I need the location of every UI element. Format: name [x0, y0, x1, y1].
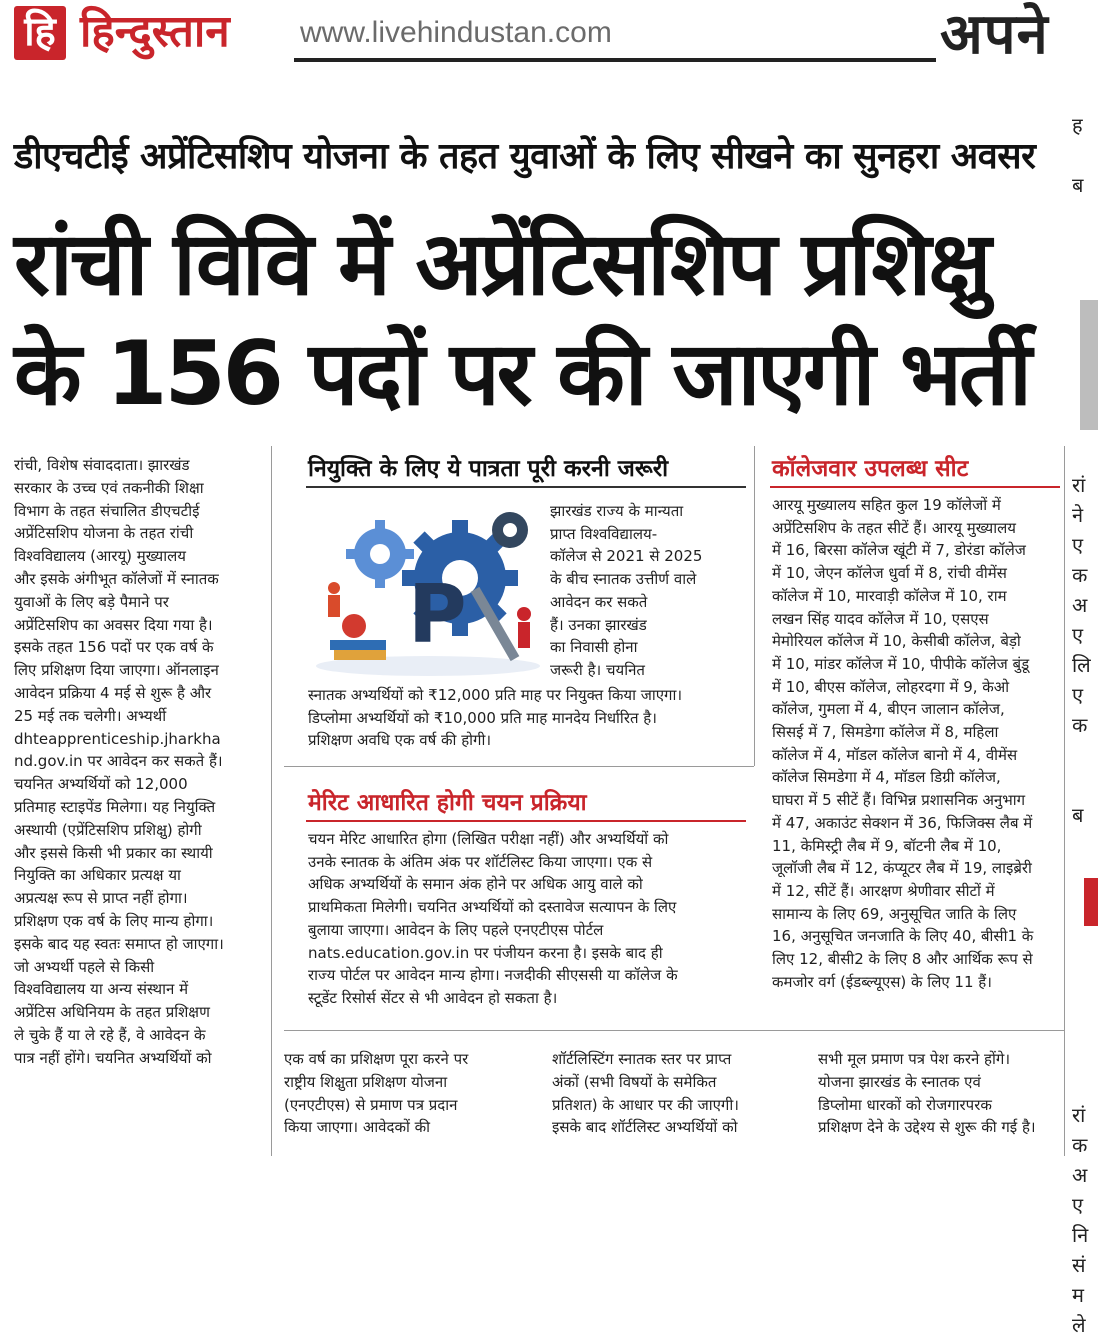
header-divider [294, 58, 936, 62]
text-line: का निवासी होना [550, 638, 638, 657]
adjacent-text-fragment [1072, 950, 1098, 980]
text-line: रांची, विशेष संवाददाता। झारखंड [14, 456, 190, 474]
text-line: 16, अनुसूचित जनजाति के लिए 40, बीसी1 के [772, 927, 1034, 946]
section-title: अपने [940, 2, 1049, 67]
column-divider [1064, 446, 1065, 1156]
adjacent-text-fragment: म [1072, 1283, 1084, 1307]
text-line: dhteapprenticeship.jharkha [14, 729, 221, 748]
adjacent-text-fragment [1072, 200, 1098, 230]
adjacent-text-fragment: ने [1072, 503, 1084, 527]
adjacent-text-fragment [1072, 380, 1098, 410]
continuation-column-c [818, 1048, 1064, 1139]
text-line: ले चुके हैं या ले रहे हैं, वे आवेदन के [14, 1025, 206, 1044]
adjacent-text-fragment [1072, 980, 1098, 1010]
adjacent-text-fragment [1072, 350, 1098, 380]
adjacent-text-fragment: रां [1072, 1103, 1086, 1127]
adjacent-text-fragment: ह [1072, 113, 1083, 137]
heading-underline [306, 820, 746, 822]
text-line: मेमोरियल कॉलेज में 10, केसीबी कॉलेज, बेड़ो [772, 632, 1021, 651]
text-line: स्टूडेंट रिसोर्स सेंटर से भी आवेदन हो सकता है। [308, 988, 558, 1007]
text-line: योजना झारखंड के स्नातक एवं [818, 1072, 981, 1091]
text-line: प्रतिमाह स्टाइपेंड मिलेगा। यह नियुक्ति [14, 797, 216, 816]
newspaper-brand: हिन्दुस्तान [80, 6, 230, 57]
text-line: अप्रेंटिसशिप योजना के तहत रांची [14, 524, 194, 543]
text-line: अप्रेंटिस अधिनियम के तहत प्रशिक्षण [14, 1003, 210, 1022]
text-line: कॉलेज में 4, मॉडल कॉलेज बानो में 4, वीमेंस [772, 745, 1018, 764]
adjacent-text-fragment [1072, 1010, 1098, 1040]
text-line: शॉर्टलिस्टिंग स्नातक स्तर पर प्राप्त [552, 1050, 732, 1068]
adjacent-text-fragment: ले [1072, 1313, 1086, 1337]
text-line: इसके तहत 156 पदों पर एक वर्ष के [14, 638, 214, 657]
text-line: विश्वविद्यालय या अन्य संस्थान में [14, 980, 189, 999]
text-line: चयनित अभ्यर्थियों को 12,000 [14, 775, 188, 794]
main-headline-line-1: रांची विवि में अप्रेंटिसशिप प्रशिक्षु [14, 212, 989, 315]
adjacent-text-fragment [1072, 1070, 1098, 1100]
text-line: डिप्लोमा अभ्यर्थियों को ₹10,000 प्रति माह मानदेय निर्धारित है। [308, 708, 657, 727]
text-line: जो अभ्यर्थी पहले से किसी [14, 957, 155, 976]
adjacent-text-fragment [1072, 230, 1098, 260]
text-line: घाघरा में 5 सीटें हैं। विभिन्न प्रशासनिक अनुभाग [772, 791, 1026, 810]
adjacent-text-fragment: ए [1072, 533, 1084, 557]
column-divider [754, 446, 755, 766]
text-line: में 10, मांडर कॉलेज में 10, पीपीके कॉलेज बुंडू [772, 654, 1030, 673]
section-divider [284, 1030, 1064, 1031]
adjacent-text-fragment: अ [1072, 1163, 1088, 1187]
text-line: स्नातक अभ्यर्थियों को ₹12,000 प्रति माह पर नियुक्त किया जाएगा। [308, 686, 683, 704]
adjacent-text-fragment: ब [1072, 803, 1084, 827]
adjacent-text-fragment: नि [1072, 1223, 1089, 1247]
text-line: इसके बाद शॉर्टलिस्ट अभ्यर्थियों को [552, 1118, 738, 1137]
text-line: में 47, अकाउंट सेक्शन में 36, फिजिक्स लैब में [772, 813, 1033, 832]
colleges-heading: कॉलेजवार उपलब्ध सीट [772, 456, 969, 482]
text-line: आरयू मुख्यालय सहित कुल 19 कॉलेजों में [772, 496, 1001, 514]
text-line: लिए प्रशिक्षण दिया जाएगा। ऑनलाइन [14, 661, 219, 680]
adjacent-text-fragment [1072, 890, 1098, 920]
text-line: के बीच स्नातक उत्तीर्ण वाले [550, 570, 697, 589]
adjacent-text-fragment: ए [1072, 623, 1084, 647]
text-line: लिए 12, बीसी2 के लिए 8 और आर्थिक रूप से [772, 950, 1033, 969]
adjacent-text-fragment [1072, 740, 1098, 770]
site-url: www.livehindustan.com [300, 16, 612, 49]
text-line: डिप्लोमा धारकों को रोजगारपरक [818, 1095, 992, 1114]
text-line: बुलाया जाएगा। आवेदन के लिए पहले एनएटीएस पोर्टल [308, 920, 604, 939]
adjacent-text-fragment: सं [1072, 1253, 1086, 1277]
text-line: और इससे किसी भी प्रकार का स्थायी [14, 843, 213, 862]
text-line: लखन सिंह यादव कॉलेज में 10, एसएस [772, 609, 989, 628]
text-line: हैं। उनका झारखंड [550, 615, 647, 634]
adjacent-article-edge [1072, 110, 1098, 1337]
text-line: अस्थायी (एप्रेंटिसशिप प्रशिक्षु) होगी [14, 820, 202, 839]
text-line: सामान्य के लिए 69, अनुसूचित जाति के लिए [772, 904, 1017, 923]
text-line: और इसके अंगीभूत कॉलेजों में स्नातक [14, 569, 219, 588]
eligibility-side-text [550, 500, 746, 682]
eligibility-heading: नियुक्ति के लिए ये पात्रता पूरी करनी जरूरी [308, 456, 669, 482]
text-line: कॉलेज सिमडेगा में 4, मॉडल डिग्री कॉलेज, [772, 768, 1001, 787]
text-line: एक वर्ष का प्रशिक्षण पूरा करने पर [284, 1050, 469, 1068]
text-line: (एनएटीएस) से प्रमाण पत्र प्रदान [284, 1095, 458, 1114]
text-line: 25 मई तक चलेगी। अभ्यर्थी [14, 706, 167, 725]
text-line: चयन मेरिट आधारित होगा (लिखित परीक्षा नहीं) और अभ्यर्थियों को [308, 830, 669, 848]
text-line: आवेदन प्रक्रिया 4 मई से शुरू है और [14, 683, 212, 702]
adjacent-text-fragment [1072, 860, 1098, 890]
column-divider [271, 446, 272, 1156]
adjacent-text-fragment: ब [1072, 173, 1084, 197]
colleges-body-text [772, 494, 1062, 993]
text-line: प्रशिक्षण देने के उद्देश्य से शुरू की गई है। [818, 1118, 1036, 1137]
text-line: प्राथमिकता मिलेगी। चयनित अभ्यर्थियों को दस्तावेज सत्यापन के लिए [308, 898, 677, 917]
text-line: सभी मूल प्रमाण पत्र पेश करने होंगे। [818, 1050, 1011, 1068]
text-line: विभाग के तहत संचालित डीएचटीई [14, 501, 200, 520]
text-line: झारखंड राज्य के मान्यता [550, 502, 684, 520]
adjacent-text-fragment [1072, 410, 1098, 440]
text-line: इसके बाद यह स्वतः समाप्त हो जाएगा। [14, 934, 224, 953]
text-line: nd.gov.in पर आवेदन कर सकते हैं। [14, 752, 223, 771]
text-line: प्राप्त विश्वविद्यालय- [550, 524, 658, 543]
merit-body-text [308, 828, 748, 1010]
text-line: कॉलेज में 10, मारवाड़ी कॉलेज में 10, राम [772, 586, 1007, 605]
text-line: कमजोर वर्ग (ईडब्ल्यूएस) के लिए 11 हैं। [772, 972, 992, 991]
adjacent-text-fragment [1072, 290, 1098, 320]
hindustan-logo-icon: हि [14, 6, 66, 60]
text-line: उनके स्नातक के अंतिम अंक पर शॉर्टलिस्ट किया जाएगा। एक से [308, 852, 653, 871]
text-line: जरूरी है। चयनित [550, 660, 645, 679]
adjacent-text-fragment: क [1072, 713, 1088, 737]
adjacent-text-fragment: ए [1072, 1193, 1084, 1217]
continuation-column-b [552, 1048, 796, 1139]
adjacent-text-fragment [1072, 1040, 1098, 1070]
adjacent-text-fragment: रां [1072, 473, 1086, 497]
heading-underline [306, 486, 746, 488]
adjacent-text-fragment: ए [1072, 683, 1084, 707]
text-line: अप्रेंटिसशिप के तहत सीटें हैं। आरयू मुख्यालय [772, 518, 1016, 537]
text-line: किया जाएगा। आवेदकों की [284, 1118, 431, 1137]
gears-wrench-workers-illustration-icon [310, 494, 546, 678]
text-line: अधिक अभ्यर्थियों के समान अंक होने पर अधिक आयु वाले को [308, 875, 643, 894]
merit-heading: मेरिट आधारित होगी चयन प्रक्रिया [308, 790, 587, 816]
text-line: नियुक्ति का अधिकार प्रत्यक्ष या [14, 866, 181, 885]
adjacent-text-fragment: लि [1072, 653, 1091, 677]
kicker-headline: डीएचटीई अप्रेंटिसशिप योजना के तहत युवाओं के लिए सीखने का सुनहरा अवसर [14, 136, 1036, 177]
text-line: आवेदन कर सकते [550, 592, 648, 611]
text-line: सिसई में 7, सिमडेगा कॉलेज में 8, महिला [772, 723, 999, 742]
adjacent-text-fragment [1072, 320, 1098, 350]
article-left-column [14, 454, 260, 1070]
text-line: राष्ट्रीय शिक्षुता प्रशिक्षण योजना [284, 1072, 448, 1091]
text-line: अंकों (सभी विषयों के समेकित [552, 1072, 717, 1091]
continuation-column-a [284, 1048, 528, 1139]
adjacent-text-fragment [1072, 920, 1098, 950]
adjacent-text-fragment: अ [1072, 593, 1088, 617]
text-line: प्रतिशत) के आधार पर की जाएगी। [552, 1095, 739, 1114]
text-line: कॉलेज, गुमला में 4, बीएन जालान कॉलेज, [772, 700, 1005, 719]
adjacent-text-fragment: क [1072, 563, 1088, 587]
text-line: में 10, जेएन कॉलेज धुर्वा में 8, रांची वीमेंस [772, 564, 1007, 583]
text-line: nats.education.gov.in पर पंजीयन करना है। इसके बाद ही [308, 943, 663, 962]
text-line: प्रशिक्षण एक वर्ष के लिए मान्य होगा। [14, 911, 214, 930]
eligibility-bottom-text [308, 684, 748, 752]
section-divider [284, 766, 754, 767]
text-line: अप्रत्यक्ष रूप से प्राप्त नहीं होगा। [14, 889, 188, 908]
text-line: युवाओं के लिए बड़े पैमाने पर [14, 592, 169, 611]
text-line: पात्र नहीं होंगे। चयनित अभ्यर्थियों को [14, 1048, 212, 1067]
text-line: में 16, बिरसा कॉलेज खूंटी में 7, डोरंडा कॉलेज [772, 541, 1026, 560]
text-line: विश्वविद्यालय (आरयू) मुख्यालय [14, 547, 186, 566]
text-line: जूलॉजी लैब में 12, कंप्यूटर लैब में 19, लाइब्रेरी [772, 859, 1032, 878]
adjacent-text-fragment [1072, 830, 1098, 860]
adjacent-text-fragment [1072, 260, 1098, 290]
adjacent-text-fragment [1072, 140, 1098, 170]
text-line: अप्रेंटिसशिप का अवसर दिया गया है। [14, 615, 213, 634]
text-line: में 12, सीटें हैं। आरक्षण श्रेणीवार सीटों में [772, 881, 995, 900]
text-line: में 10, बीएस कॉलेज, लोहरदगा में 9, केओ [772, 677, 1010, 696]
text-line: कॉलेज से 2021 से 2025 [550, 547, 703, 566]
text-line: 11, केमिस्ट्री लैब में 9, बॉटनी लैब में 10, [772, 836, 1002, 855]
text-line: प्रशिक्षण अवधि एक वर्ष की होगी। [308, 731, 492, 750]
text-line: सरकार के उच्च एवं तकनीकी शिक्षा [14, 478, 204, 497]
adjacent-text-fragment: क [1072, 1133, 1088, 1157]
adjacent-text-fragment [1072, 770, 1098, 800]
text-line: राज्य पोर्टल पर आवेदन मान्य होगा। नजदीकी सीएससी या कॉलेज के [308, 966, 678, 985]
adjacent-text-fragment [1072, 440, 1098, 470]
heading-underline [770, 486, 1060, 488]
svg-text:P: P [408, 568, 467, 661]
main-headline-line-2: के 156 पदों पर की जाएगी भर्ती [14, 322, 1029, 425]
